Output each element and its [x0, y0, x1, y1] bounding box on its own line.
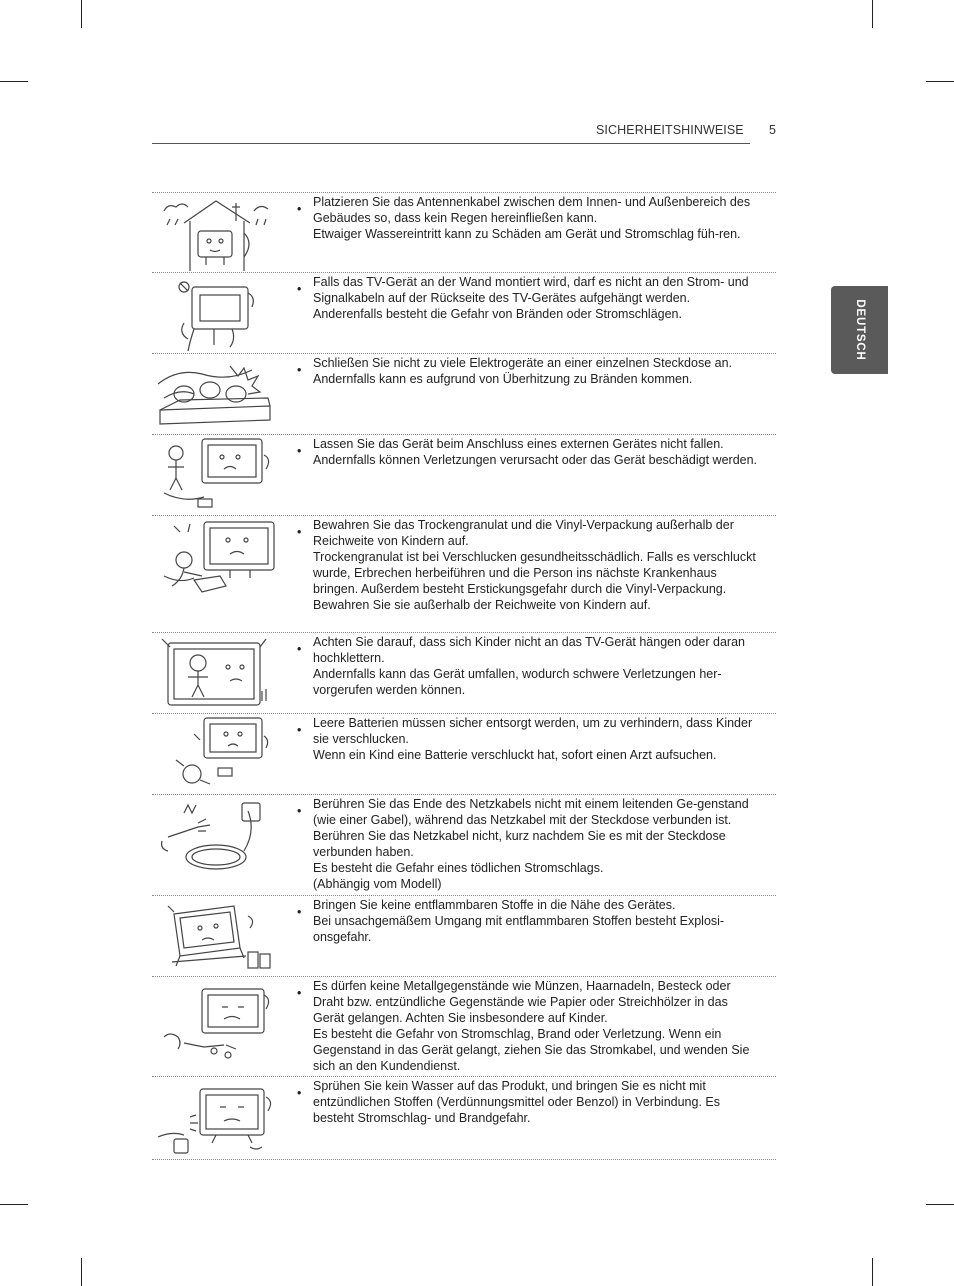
crop-mark	[81, 0, 82, 28]
item-text: Achten Sie darauf, dass sich Kinder nicht an das TV-Gerät hängen oder daran hochklettern. Andernfalls kann das Gerät umfallen, wodurch schwere Verletzungen her-vorgerufen werden können.	[313, 635, 745, 697]
child-climbing-tv-icon	[154, 633, 280, 714]
section-title: SICHERHEITSHINWEISE	[596, 123, 744, 137]
crop-mark	[926, 1204, 954, 1205]
safety-item: • Schließen Sie nicht zu viele Elektrogeräte an einer einzelnen Steckdose an. Andernfalls kann es aufgrund von Überhitzung zu Bränden kommen.	[152, 353, 776, 435]
header-rule	[152, 143, 750, 144]
tv-falling-child-icon	[154, 435, 280, 516]
item-text: Leere Batterien müssen sicher entsorgt werden, um zu verhindern, dass Kinder sie verschlucken. Wenn ein Kind eine Batterie verschluckt hat, sofort einen Arzt aufsuchen.	[313, 716, 753, 762]
item-text: Es dürfen keine Metallgegenstände wie Münzen, Haarnadeln, Besteck oder Draht bzw. entzündliche Gegenstände wie Papier oder Streichhölzer in das Gerät gelangen. Achten Sie insbesondere auf Kinder. Es besteht die Gefahr von Stromschlag, Brand oder Verletzung. Wenn ein Gegenstand in das Gerät gelangt, ziehen Sie das Stromkabel, und wenden Sie sich an den Kundendienst.	[313, 979, 750, 1073]
power-cord-fork-icon	[154, 795, 280, 896]
house-antenna-rain-icon	[154, 193, 280, 273]
safety-item: • Platzieren Sie das Antennenkabel zwischen dem Innen- und Außenbereich des Gebäudes so, dass kein Regen hereinfließen kann. Etwaiger Wassereintritt kann zu Schäden am Gerät und Stromschlag füh-ren.	[152, 192, 776, 273]
item-text: Bewahren Sie das Trockengranulat und die Vinyl-Verpackung außerhalb der Reichweite von Kindern auf. Trockengranulat ist bei Verschlucken gesundheitsschädlich. Falls es verschluckt wurde, Erbrechen herbeiführen und die Person ins nächste Krankenhaus bringen. Außerdem besteht Erstickungsgefahr durch die Vinyl-Verpackung. Bewahren Sie sie außerhalb der Reichweite von Kindern auf.	[313, 518, 756, 612]
safety-item: • Es dürfen keine Metallgegenstände wie Münzen, Haarnadeln, Besteck oder Draht bzw. entzündliche Gegenstände wie Papier oder Streichhölzer in das Gerät gelangen. Achten Sie insbesondere auf Kinder. Es besteht die Gefahr von Stromschlag, Brand oder Verletzung. Wenn ein Gegenstand in das Gerät gelangt, ziehen Sie das Stromkabel, und wenden Sie sich an den Kundendienst.	[152, 976, 776, 1077]
crop-mark	[81, 1258, 82, 1286]
item-text: Bringen Sie keine entflammbaren Stoffe in die Nähe des Gerätes. Bei unsachgemäßem Umgang mit entflammbaren Stoffen besteht Explosi-onsgefahr.	[313, 898, 725, 944]
item-text: Sprühen Sie kein Wasser auf das Produkt, und bringen Sie es nicht mit entzündlichen Stoffen (Verdünnungsmittel oder Benzol) in Verbindung. Es besteht Stromschlag- und Brandgefahr.	[313, 1079, 720, 1125]
language-tab: DEUTSCH	[831, 286, 888, 374]
crop-mark	[0, 1204, 28, 1205]
safety-item: • Lassen Sie das Gerät beim Anschluss eines externen Gerätes nicht fallen. Andernfalls können Verletzungen verursacht oder das Gerät beschädigt werden.	[152, 434, 776, 516]
item-text: Falls das TV-Gerät an der Wand montiert wird, darf es nicht an den Strom- und Signalkabeln auf der Rückseite des TV-Gerätes aufgehängt werden. Anderenfalls besteht die Gefahr von Bränden oder Stromschlägen.	[313, 275, 749, 321]
safety-item: • Achten Sie darauf, dass sich Kinder nicht an das TV-Gerät hängen oder daran hochklettern. Andernfalls kann das Gerät umfallen, wodurch schwere Verletzungen her-vorgerufen werden können.	[152, 632, 776, 714]
crop-mark	[872, 0, 873, 28]
safety-item: • Bringen Sie keine entflammbaren Stoffe in die Nähe des Gerätes. Bei unsachgemäßem Umgang mit entflammbaren Stoffen besteht Explosi-onsgefahr.	[152, 895, 776, 977]
crop-mark	[872, 1258, 873, 1286]
item-text: Berühren Sie das Ende des Netzkabels nicht mit einem leitenden Ge-genstand (wie einer Gabel), während das Netzkabel mit der Steckdose verbunden ist. Berühren Sie das Netzkabel nicht, kurz nachdem Sie es mit der Steckdose verbunden haben. Es besteht die Gefahr eines tödlichen Stromschlags. (Abhängig vom Modell)	[313, 797, 749, 891]
item-text: Schließen Sie nicht zu viele Elektrogeräte an einer einzelnen Steckdose an. Andernfalls kann es aufgrund von Überhitzung zu Bränden kommen.	[313, 356, 733, 386]
safety-item: • Bewahren Sie das Trockengranulat und die Vinyl-Verpackung außerhalb der Reichweite von Kindern auf. Trockengranulat ist bei Verschlucken gesundheitsschädlich. Falls es verschluckt wurde, Erbrechen herbeiführen und die Person ins nächste Krankenhaus bringen. Außerdem besteht Erstickungsgefahr durch die Vinyl-Verpackung. Bewahren Sie sie außerhalb der Reichweite von Kindern auf.	[152, 515, 776, 633]
flammable-substances-icon	[154, 896, 280, 977]
metal-objects-icon	[154, 977, 280, 1077]
child-battery-icon	[154, 714, 280, 795]
power-strip-overload-icon	[154, 354, 280, 435]
item-text: Platzieren Sie das Antennenkabel zwischen dem Innen- und Außenbereich des Gebäudes so, dass kein Regen hereinfließen kann. Etwaiger Wassereintritt kann zu Schäden am Gerät und Stromschlag füh-ren.	[313, 195, 751, 241]
safety-item: • Sprühen Sie kein Wasser auf das Produkt, und bringen Sie es nicht mit entzündlichen Stoffen (Verdünnungsmittel oder Benzol) in Verbindung. Es besteht Stromschlag- und Brandgefahr.	[152, 1076, 776, 1160]
page-number: 5	[769, 123, 776, 137]
safety-item: • Berühren Sie das Ende des Netzkabels nicht mit einem leitenden Ge-genstand (wie einer Gabel), während das Netzkabel mit der Steckdose verbunden ist. Berühren Sie das Netzkabel nicht, kurz nachdem Sie es mit der Steckdose verbunden haben. Es besteht die Gefahr eines tödlichen Stromschlags. (Abhängig vom Modell)	[152, 794, 776, 896]
safety-item: • Leere Batterien müssen sicher entsorgt werden, um zu verhindern, dass Kinder sie verschlucken. Wenn ein Kind eine Batterie verschluckt hat, sofort einen Arzt aufsuchen.	[152, 713, 776, 795]
crop-mark	[0, 81, 28, 82]
item-text: Lassen Sie das Gerät beim Anschluss eines externen Gerätes nicht fallen. Andernfalls können Verletzungen verursacht oder das Gerät beschädigt werden.	[313, 437, 758, 467]
child-packaging-icon	[154, 516, 280, 633]
wall-mount-cables-icon	[154, 273, 280, 354]
safety-item: • Falls das TV-Gerät an der Wand montiert wird, darf es nicht an den Strom- und Signalkabeln auf der Rückseite des TV-Gerätes aufgehängt werden. Anderenfalls besteht die Gefahr von Bränden oder Stromschlägen.	[152, 272, 776, 354]
crop-mark	[926, 81, 954, 82]
water-spray-icon	[154, 1077, 280, 1159]
